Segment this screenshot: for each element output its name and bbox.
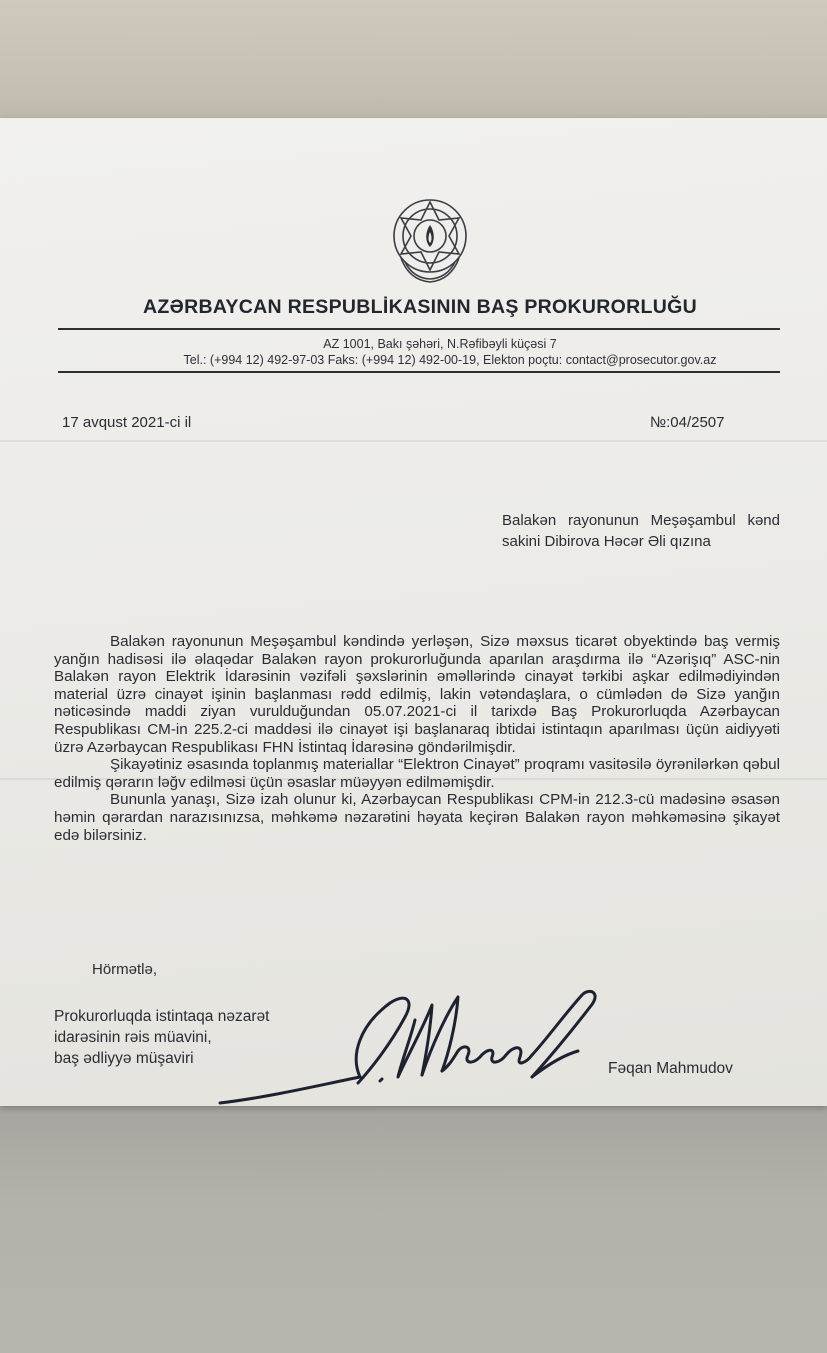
- background-surface-bottom: [0, 1100, 827, 1353]
- body-paragraph: Şikayətiniz əsasında toplanmış materiallar “Elektron Cinayət” proqramı vasitəsilə öyrənilərkən qəbul edilmiş qərarın ləğv edilməsi üçün əsaslar müəyyən edilməmişdir.: [54, 756, 780, 791]
- background-surface-top: [0, 0, 827, 128]
- recipient-block: Balakən rayonunun Meşəşambul kənd sakini Dibirova Həcər Əli qızına: [502, 512, 780, 550]
- paper-fold: [0, 440, 827, 442]
- signer-title-line: baş ədliyyə müşaviri: [54, 1050, 194, 1067]
- signer-title-line: idarəsinin rəis müavini,: [54, 1029, 212, 1046]
- body-paragraph: Balakən rayonunun Meşəşambul kəndində yerləşən, Sizə məxsus ticarət obyektində baş vermiş yanğın hadisəsi ilə əlaqədar Balakən rayon prokurorluğunda aparılan araşdırma ilə “Azərişıq” ASC-nin Balakən rayon Elektrik İdarəsinin vəzifəli şəxslərinin əməllərində cinayət tərkibi aşkar edilmədiyindən material üzrə cinayət işinin başlanması rədd edilmiş, lakin vətəndaşlara, o cümlədən də Sizə yanğın nəticəsində maddi ziyan vurulduğundan 05.07.2021-ci il tarixdə Baş Prokurorluqda Azərbaycan Respublikası CM-in 225.2-ci maddəsi ilə cinayət işi başlanaraq ibtidai istintaqın aparılması üçün aidiyyəti üzrə Azərbaycan Respublikası FHN İstintaq İdarəsinə göndərilmişdir.: [54, 633, 780, 756]
- address-line: AZ 1001, Bakı şəhəri, N.Rəfibəyli küçəsi 7: [323, 337, 557, 351]
- header-rule-bottom: [58, 371, 780, 373]
- signer-name: Fəqan Mahmudov: [608, 1060, 733, 1077]
- salutation: Hörmətlə,: [92, 961, 158, 978]
- body-paragraph: Bununla yanaşı, Sizə izah olunur ki, Azərbaycan Respublikası CPM-in 212.3-cü madəsinə əsasən həmin qərardan narazısınızsa, məhkəmə nəzarətini həyata keçirən Balakən rayon məhkəməsinə şikayət edə bilərsiniz.: [54, 791, 780, 844]
- state-emblem-icon: [389, 192, 471, 286]
- handwritten-signature: [210, 985, 610, 1110]
- reference-number: №:04/2507: [650, 414, 725, 431]
- header-rule-top: [58, 328, 780, 330]
- contact-line: Tel.: (+994 12) 492-97-03 Faks: (+994 12) 492-00-19, Elekton poçtu: contact@prosecutor.gov.az: [183, 353, 717, 367]
- letter-date: 17 avqust 2021-ci il: [62, 414, 192, 431]
- signer-title-line: Prokurorluqda istintaqa nəzarət: [54, 1008, 270, 1025]
- organization-title: AZƏRBAYCAN RESPUBLİKASININ BAŞ PROKURORLUĞU: [143, 296, 697, 318]
- letter-body: [54, 633, 780, 844]
